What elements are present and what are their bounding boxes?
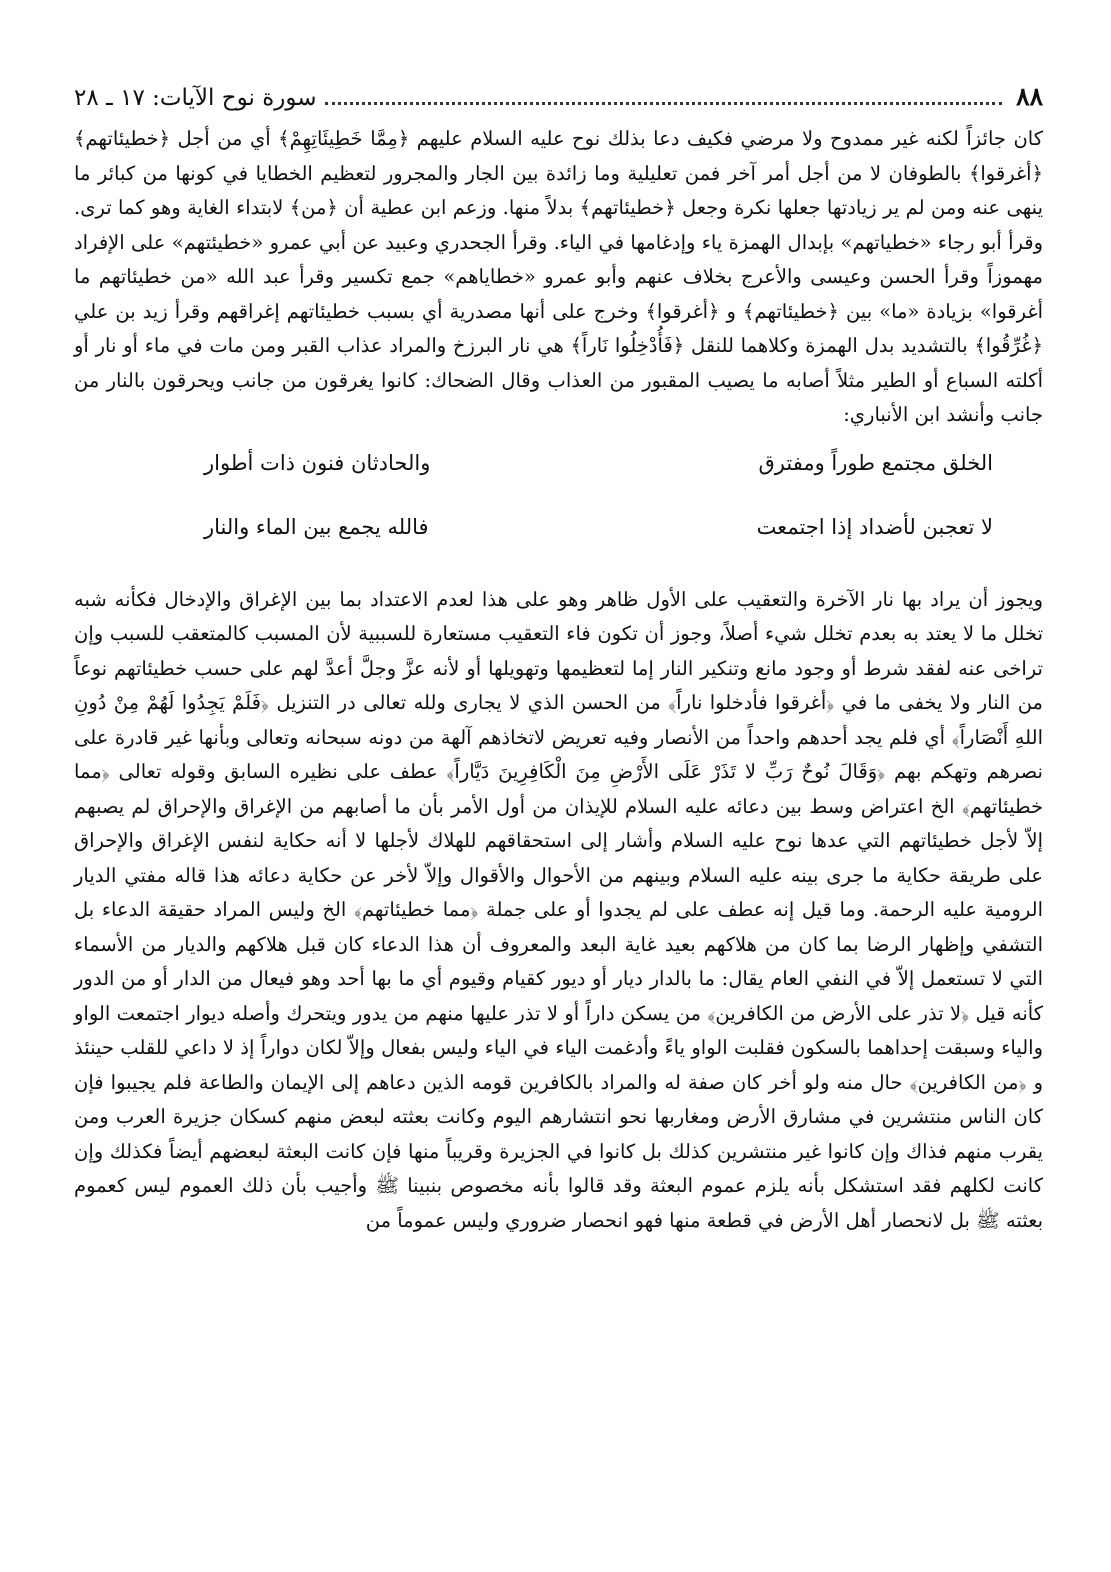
header-dotted-leader bbox=[325, 101, 1003, 105]
section-gap bbox=[74, 561, 1043, 583]
page-header bbox=[74, 82, 1043, 122]
verse-second-hemistich: والحادثان فنون ذات أطوار bbox=[204, 450, 431, 475]
verse-first-hemistich: الخلق مجتمع طوراً ومفترق bbox=[758, 450, 993, 475]
paragraph: كان جائزاً لكنه غير ممدوح ولا مرضي فكيف دعا بذلك نوح عليه السلام عليهم ﴿مِمَّا خَطِيئَاتِهِمْ﴾ أي من أجل ﴿خطيئاتهم﴾ ﴿أغرقوا﴾ بالطوفان لا من أجل أمر آخر فمن تعليلية وما زائدة بين الجار والمجرور لتعظيم الخطايا في كونها من كبائر ما ينهى عنه ومن لم ير زيادتها جعلها نكرة وجعل ﴿خطيئاتهم﴾ بدلاً منها. وزعم ابن عطية أن ﴿من﴾ لابتداء الغاية وهو كما ترى. وقرأ أبو رجاء «خطياتهم» بإبدال الهمزة ياء وإدغامها في الياء. وقرأ الجحدري وعبيد عن أبي عمرو «خطيئتهم» على الإفراد مهموزاً وقرأ الحسن وعيسى والأعرج بخلاف عنهم وأبو عمرو «خطاياهم» جمع تكسير وقرأ عبد الله «من خطيئاتهم ما أغرقوا» بزيادة «ما» بين ﴿خطيئاتهم﴾ و ﴿أغرقوا﴾ وخرج على أنها مصدرية أي بسبب خطيئاتهم إغراقهم وقرأ زيد بن علي ﴿غُرِّقُوا﴾ بالتشديد بدل الهمزة وكلاهما للنقل ﴿فَأُدْخِلُوا نَاراً﴾ هي نار البرزخ والمراد عذاب القبر ومن مات في ماء أو نار أو أكلته السباع أو الطير مثلاً أصابه ما يصيب المقبور من العذاب وقال الضحاك: كانوا يغرقون من جانب ويحرقون بالنار من جانب وأنشد ابن الأنباري: bbox=[74, 127, 1043, 426]
running-title: سورة نوح الآيات: ١٧ ـ ٢٨ bbox=[74, 85, 317, 111]
page-number: ٨٨ bbox=[1016, 82, 1043, 111]
poetry-verse bbox=[204, 451, 993, 497]
verse-first-hemistich: لا تعجبن لأضداد إذا اجتمعت bbox=[756, 514, 993, 539]
paragraph: ويجوز أن يراد بها نار الآخرة والتعقيب على الأول ظاهر وهو على هذا لعدم الاعتداد بما بين الإغراق والإدخال فكأنه شبه تخلل ما لا يعتد به بعدم تخلل شيء أصلاً، وجوز أن تكون فاء التعقيب مستعارة للسببية لأن المسبب كالمتعقب للسبب وإن تراخى عنه لفقد شرط أو وجود مانع وتنكير النار إما لتعظيمها وتهويلها أو لأنه عزَّ وجلَّ أعدَّ لهم على حسب خطيئاتهم نوعاً من النار ولا يخفى ما في ﴿أغرقوا فأدخلوا ناراً﴾ من الحسن الذي لا يجارى ولله تعالى در التنزيل ﴿فَلَمْ يَجِدُوا لَهُمْ مِنْ دُونِ اللهِ أَنْصَاراً﴾ أي فلم يجد أحدهم واحداً من الأنصار وفيه تعريض لاتخاذهم آلهة من دونه سبحانه وتعالى وبأنها غير قادرة على نصرهم وتهكم بهم ﴿وَقَالَ نُوحٌ رَبِّ لا تَذَرْ عَلَى الأَرْضِ مِنَ الْكَافِرِينَ دَيَّاراً﴾ عطف على نظيره السابق وقوله تعالى ﴿مما خطيئاتهم﴾ الخ اعتراض وسط بين دعائه عليه السلام للإيذان من أول الأمر بأن ما أصابهم من الإغراق والإحراق لم يصبهم إلاّ لأجل خطيئاتهم التي عدها نوح عليه السلام وأشار إلى استحقاقهم للهلاك لأجلها لا أنه حكاية لنفس الإغراق والإحراق على طريقة حكاية ما جرى بينه عليه السلام وبينهم من الأحوال والأقوال وإلاّ لأخر عن حكاية دعائه هذا قاله مفتي الديار الرومية عليه الرحمة. وما قيل إنه عطف على لم يجدوا أو على جملة ﴿مما خطيئاتهم﴾ الخ وليس المراد حقيقة الدعاء بل التشفي وإظهار الرضا بما كان من هلاكهم بعيد غاية البعد والمعروف أن هذا الدعاء كان قبل هلاكهم والديار من الأسماء التي لا تستعمل إلاّ في النفي العام يقال: ما بالدار ديار أو ديور كقيام وقيوم أي ما بها أحد وهو فيعال من الدار أو من الدور كأنه قيل ﴿لا تذر على الأرض من الكافرين﴾ من يسكن داراً أو لا تذر عليها منهم من يدور ويتحرك وأصله ديوار اجتمعت الواو والياء وسبقت إحداهما بالسكون فقلبت الواو ياءً وأدغمت الياء في الياء وليس بفعال وإلاّ لكان دواراً إذ لا داعي للقلب حينئذ و ﴿من الكافرين﴾ حال منه ولو أخر كان صفة له والمراد بالكافرين قومه الذين دعاهم إلى الإيمان والطاعة فلم يجيبوا فإن كان الناس منتشرين في مشارق الأرض ومغاربها نحو انتشارهم اليوم وكانت بعثته لبعض منهم كسكان جزيرة العرب ومن يقرب منهم فذاك وإن كانوا غير منتشرين كذلك بل كانوا في الجزيرة وقريباً منها فإن كانت البعثة لبعضهم أيضاً فكذلك وإن كانت لكلهم فقد استشكل بأنه يلزم عموم البعثة وقد قالوا بأنه مخصوص بنبينا ﷺ وأجيب بأن ذلك العموم ليس كعموم بعثته ﷺ بل لانحصار أهل الأرض في قطعة منها فهو انحصار ضروري وليس عموماً من bbox=[74, 587, 1043, 1232]
verse-second-hemistich: فالله يجمع بين الماء والنار bbox=[204, 514, 429, 539]
poetry-verse bbox=[204, 515, 993, 561]
